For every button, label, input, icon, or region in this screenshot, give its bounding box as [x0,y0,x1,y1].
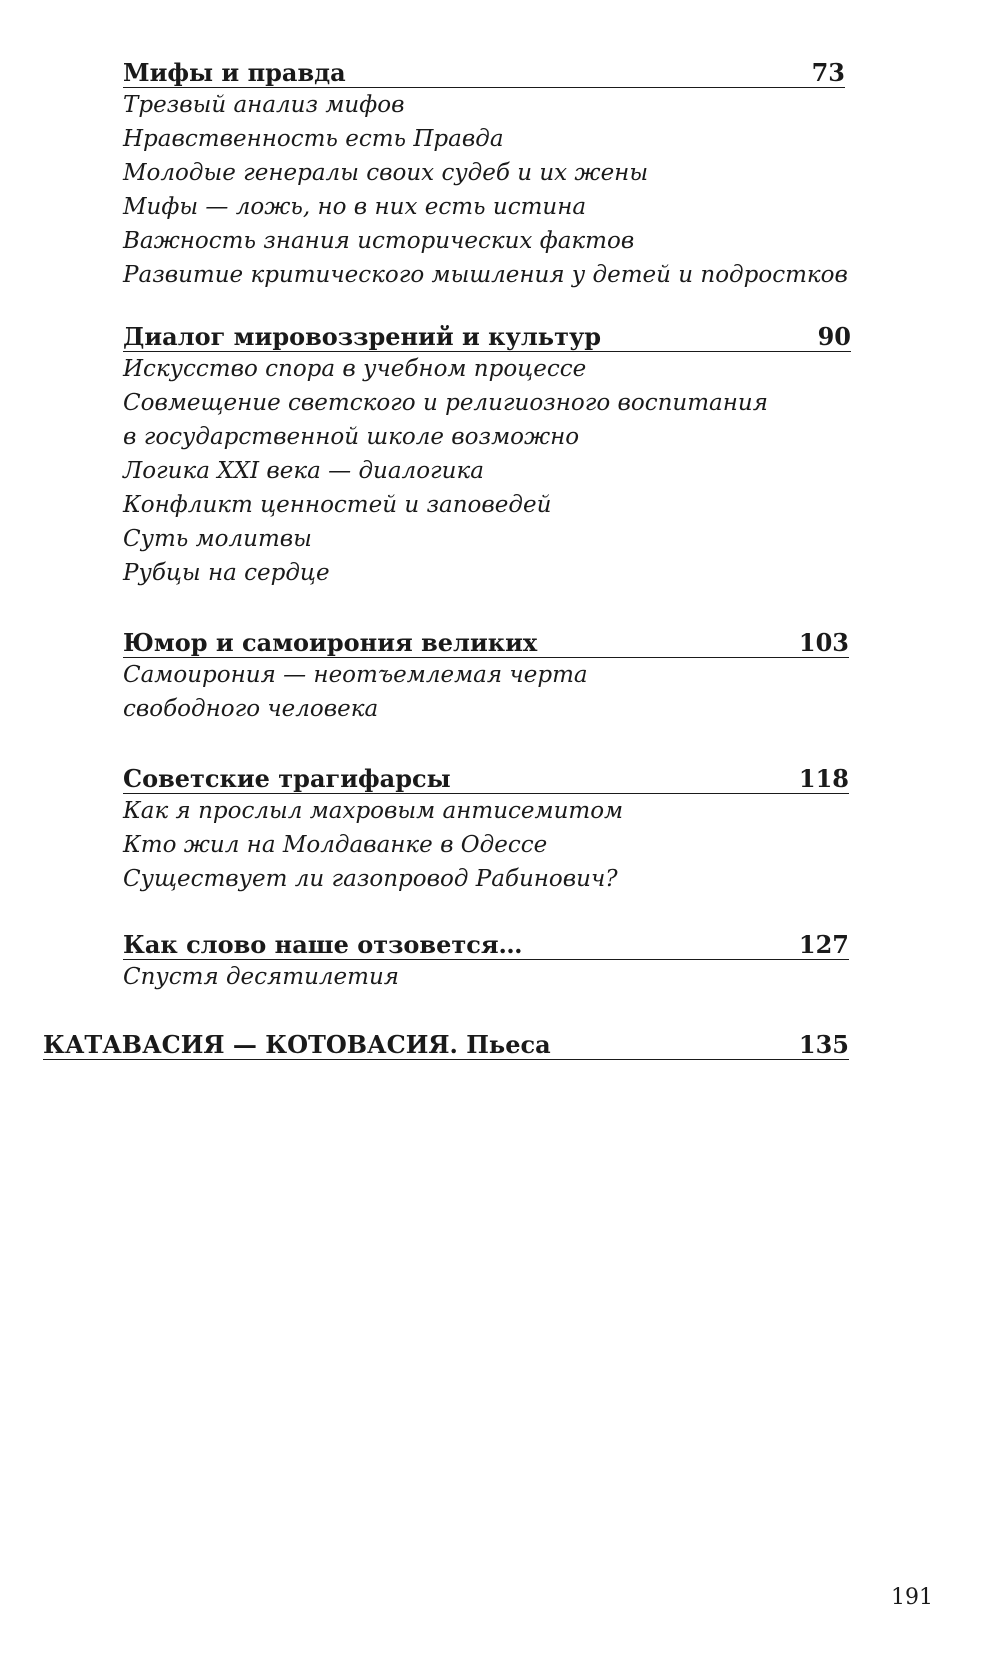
subtopic: Самоирония — неотъемлемая черта [123,662,588,688]
section-heading[interactable] [123,58,845,88]
subtopic: Кто жил на Молдаванке в Одессе [123,832,548,858]
toc-top-entry [43,1030,849,1060]
section-heading[interactable] [123,628,849,658]
subtopic: Совмещение светского и религиозного воспитания [123,390,768,416]
section-page: 127 [798,930,849,959]
section-page: 103 [798,628,849,657]
section-title: Диалог мировоззрений и культур [123,322,602,351]
top-entry-heading[interactable] [43,1030,849,1060]
toc-section [123,322,851,590]
subtopic: Мифы — ложь, но в них есть истина [123,194,587,220]
subtopic: Логика XXI века — диалогика [123,458,484,484]
section-title: Как слово наше отзовется… [123,930,523,959]
subtopic: Трезвый анализ мифов [123,92,405,118]
table-of-contents [0,58,1000,1060]
subtopic: Развитие критического мышления у детей и подростков [123,262,848,288]
subtopic: Нравственность есть Правда [123,126,504,152]
subtopic: Спустя десятилетия [123,964,400,990]
section-page: 90 [817,322,851,351]
section-title: Юмор и самоирония великих [123,628,538,657]
subtopic: Искусство спора в учебном процессе [123,356,587,382]
subtopic: Молодые генералы своих судеб и их жены [123,160,649,186]
section-heading[interactable] [123,322,851,352]
section-heading[interactable] [123,764,849,794]
toc-section [123,764,849,896]
toc-section [123,930,849,994]
section-title: Советские трагифарсы [123,764,451,793]
section-page: 73 [811,58,845,87]
top-entry-title: КАТАВАСИЯ — КОТОВАСИЯ. Пьеса [43,1030,551,1059]
toc-section [123,628,849,726]
subtopic: в государственной школе возможно [123,424,580,450]
toc-section [123,58,848,292]
folio: 191 [891,1585,933,1610]
subtopic: Конфликт ценностей и заповедей [123,492,552,518]
subtopic: Существует ли газопровод Рабинович? [123,866,618,892]
subtopic: Как я прослыл махровым антисемитом [123,798,624,824]
top-entry-page: 135 [798,1030,849,1059]
subtopic: Важность знания исторических фактов [123,228,635,254]
section-page: 118 [798,764,849,793]
subtopic: Суть молитвы [123,526,312,552]
section-heading[interactable] [123,930,849,960]
subtopic: Рубцы на сердце [123,560,330,586]
section-title: Мифы и правда [123,58,346,87]
subtopic: свободного человека [123,696,379,722]
